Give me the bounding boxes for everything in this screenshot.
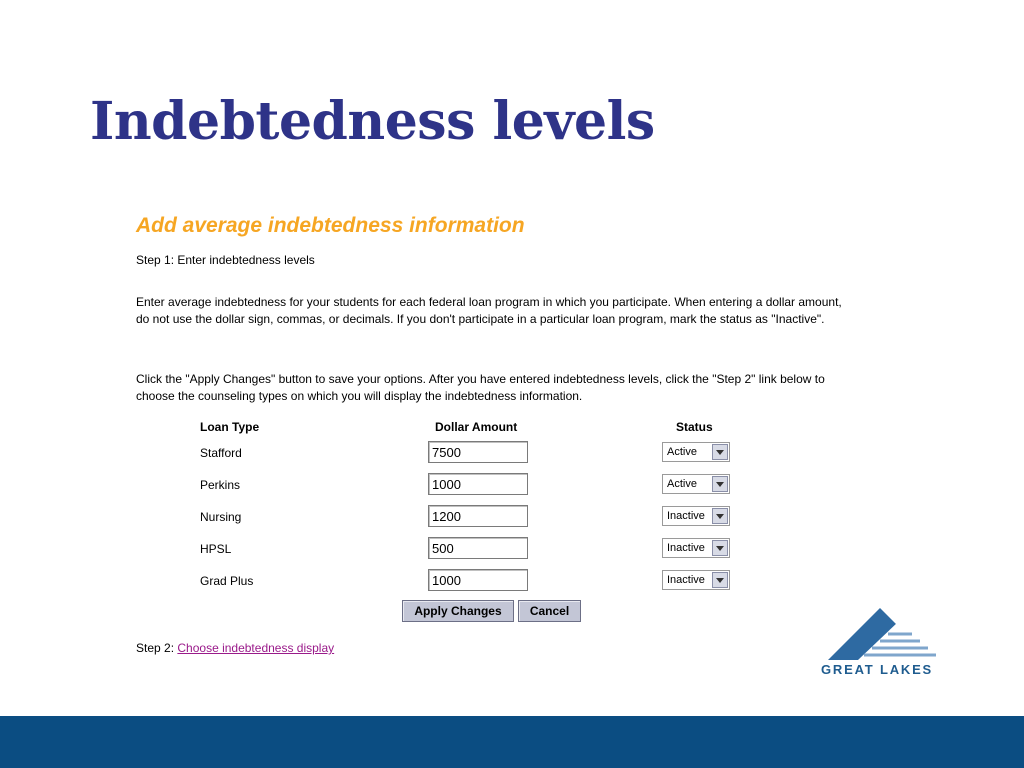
chevron-down-icon[interactable] [712,508,728,524]
chevron-down-icon[interactable] [712,476,728,492]
step1-label: Step 1: Enter indebtedness levels [136,253,315,267]
status-select[interactable] [662,506,730,526]
loan-type-label: Grad Plus [200,574,254,588]
column-header-loan-type: Loan Type [200,420,260,434]
status-select[interactable] [662,538,730,558]
instructions-paragraph-1: Enter average indebtedness for your students for each federal loan program in which you participate. When entering a dollar amount, do not use the dollar sign, commas, or decimals. If you don't participate in a particular loan program, mark the status as "Inactive". [136,295,842,326]
loan-row [200,441,740,465]
footer-bar [0,716,1024,768]
step2-label: Step 2: [136,641,178,655]
loan-type-label: Nursing [200,510,242,524]
loan-row [200,505,740,529]
status-value: Inactive [667,542,705,554]
loan-type-label: HPSL [200,542,232,556]
status-value: Active [667,446,697,458]
chevron-down-icon[interactable] [712,572,728,588]
dollar-amount-input[interactable] [428,441,528,463]
chevron-down-icon[interactable] [712,540,728,556]
logo-text: GREAT LAKES [821,662,934,677]
chevron-down-icon[interactable] [712,444,728,460]
status-value: Active [667,478,697,490]
column-header-dollar-amount: Dollar Amount [435,420,518,434]
status-select[interactable] [662,570,730,590]
loan-row [200,569,740,593]
slide-title: Indebtedness levels [90,91,655,152]
dollar-amount-input[interactable] [428,505,528,527]
apply-changes-button[interactable]: Apply Changes [402,600,514,622]
cancel-button[interactable]: Cancel [518,600,581,622]
dollar-amount-input[interactable] [428,537,528,559]
instructions-paragraph-2: Click the "Apply Changes" button to save your options. After you have entered indebtedness levels, click the "Step 2" link below to choose the counseling types on which you will display the indebtedness information. [136,372,825,403]
dollar-amount-input[interactable] [428,569,528,591]
choose-indebtedness-display-link[interactable]: Choose indebtedness display [177,641,335,655]
loan-type-label: Stafford [200,446,242,460]
loan-table [200,420,740,600]
column-header-status: Status [676,420,713,434]
step2-line [136,640,856,657]
loan-row [200,473,740,497]
status-value: Inactive [667,510,705,522]
loan-type-label: Perkins [200,478,241,492]
status-select[interactable] [662,474,730,494]
loan-row [200,537,740,561]
dollar-amount-input[interactable] [428,473,528,495]
status-select[interactable] [662,442,730,462]
status-value: Inactive [667,574,705,586]
section-heading: Add average indebtedness information [136,214,525,237]
